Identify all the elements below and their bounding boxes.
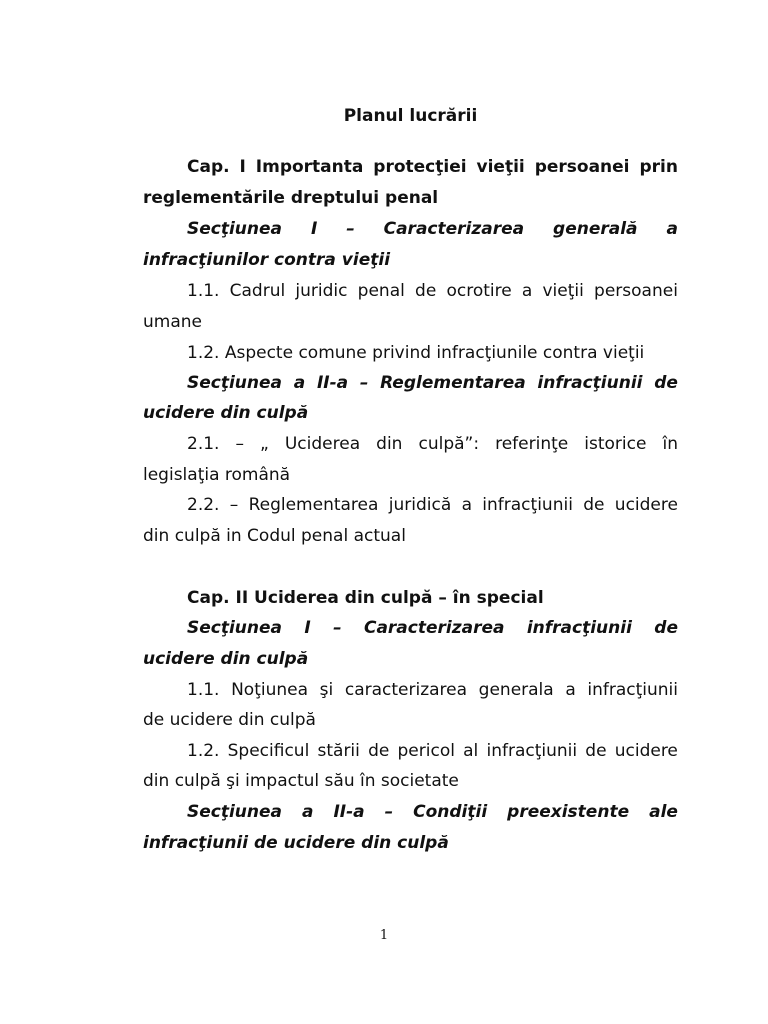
word: de bbox=[585, 741, 607, 761]
word: 1.1. bbox=[187, 281, 220, 301]
word: Importanta bbox=[255, 157, 364, 177]
word: protecţiei bbox=[373, 157, 467, 177]
word: umane bbox=[143, 312, 202, 332]
item-1-2-2-cont bbox=[143, 524, 678, 548]
word: Caracterizarea bbox=[363, 618, 505, 638]
chapter-1-heading bbox=[187, 155, 678, 179]
word: II-a bbox=[333, 802, 365, 822]
word: infracţiunii de ucidere din culpă bbox=[143, 833, 449, 853]
word: al bbox=[463, 741, 479, 761]
word: stării bbox=[317, 741, 360, 761]
word: – bbox=[235, 434, 244, 454]
item-2-1-1 bbox=[187, 678, 678, 702]
word: Cadrul bbox=[229, 281, 286, 301]
word: I bbox=[239, 157, 246, 177]
word: de bbox=[368, 741, 390, 761]
word: infracţiunii bbox=[587, 680, 678, 700]
word: pericol bbox=[397, 741, 455, 761]
word: culpă”: bbox=[418, 434, 480, 454]
section-1-1-heading bbox=[187, 217, 678, 241]
chapter-1-heading-cont bbox=[143, 186, 678, 210]
word: persoanei bbox=[534, 157, 630, 177]
item-2-1-2 bbox=[187, 739, 678, 763]
word: 1.2. bbox=[187, 741, 220, 761]
word: Cap. II Uciderea din culpă – în special bbox=[187, 588, 544, 608]
section-2-1-heading bbox=[187, 616, 678, 640]
word: juridic bbox=[295, 281, 348, 301]
word: ucidere bbox=[614, 495, 678, 515]
word: infracţiunilor contra vieţii bbox=[143, 250, 391, 270]
word: vieţii bbox=[476, 157, 525, 177]
word: de bbox=[654, 373, 678, 393]
word: a bbox=[666, 219, 678, 239]
word: „ bbox=[260, 434, 269, 454]
word: 1.1. bbox=[187, 680, 220, 700]
word: istorice bbox=[584, 434, 647, 454]
word: caracterizarea bbox=[344, 680, 468, 700]
word: Secţiunea bbox=[187, 373, 283, 393]
item-1-1-1 bbox=[187, 279, 678, 303]
word: prin bbox=[639, 157, 678, 177]
word: – bbox=[359, 373, 369, 393]
section-2-2-heading bbox=[187, 800, 678, 824]
word: infracţiunii bbox=[537, 373, 643, 393]
section-1-2-heading bbox=[187, 371, 678, 395]
section-2-1-heading-cont bbox=[143, 647, 678, 671]
item-1-2-1-cont bbox=[143, 463, 678, 487]
word: Reglementarea bbox=[248, 495, 379, 515]
word: legislaţia română bbox=[143, 465, 291, 485]
word: persoanei bbox=[594, 281, 678, 301]
word: I bbox=[310, 219, 318, 239]
item-2-1-1-cont bbox=[143, 708, 678, 732]
word: Uciderea bbox=[284, 434, 361, 454]
section-1-2-heading-cont bbox=[143, 401, 678, 425]
word: penal bbox=[357, 281, 405, 301]
item-1-2-2 bbox=[187, 493, 678, 517]
word: 1.2. Aspecte comune privind infracţiunile contra vieţii bbox=[187, 343, 645, 363]
word: infracţiunii bbox=[486, 741, 578, 761]
word: ucidere din culpă bbox=[143, 649, 309, 669]
word: în bbox=[662, 434, 678, 454]
word: II-a bbox=[316, 373, 349, 393]
word: Secţiunea bbox=[187, 219, 283, 239]
word: generala bbox=[478, 680, 554, 700]
word: ucidere bbox=[614, 741, 678, 761]
item-1-1-1-cont bbox=[143, 310, 678, 334]
word: ale bbox=[649, 802, 678, 822]
word: vieţii bbox=[542, 281, 584, 301]
word: preexistente bbox=[507, 802, 630, 822]
word: a bbox=[565, 680, 576, 700]
word: Condiţii bbox=[413, 802, 488, 822]
word: Secţiunea bbox=[187, 618, 283, 638]
section-2-2-heading-cont bbox=[143, 831, 678, 855]
word: – bbox=[333, 618, 342, 638]
word: de bbox=[583, 495, 605, 515]
word: a bbox=[461, 495, 472, 515]
word: juridică bbox=[388, 495, 452, 515]
word: de bbox=[415, 281, 437, 301]
word: – bbox=[229, 495, 239, 515]
chapter-2-heading bbox=[187, 586, 678, 610]
word: a bbox=[521, 281, 533, 301]
word: de ucidere din culpă bbox=[143, 710, 316, 730]
word: din culpă in Codul penal actual bbox=[143, 526, 406, 546]
word: Noţiunea bbox=[231, 680, 309, 700]
word: Caracterizarea bbox=[383, 219, 525, 239]
item-1-1-2 bbox=[187, 341, 678, 365]
page-title: Planul lucrării bbox=[343, 106, 478, 126]
word: reglementările dreptului penal bbox=[143, 188, 439, 208]
word: ocrotire bbox=[446, 281, 512, 301]
word: ucidere din culpă bbox=[143, 403, 309, 423]
word: referinţe bbox=[495, 434, 569, 454]
word: infracţiunii bbox=[482, 495, 573, 515]
word: – bbox=[384, 802, 394, 822]
word: din bbox=[376, 434, 403, 454]
word: infracţiunii bbox=[526, 618, 632, 638]
word: generală bbox=[553, 219, 638, 239]
word: a bbox=[293, 373, 306, 393]
word: Secţiunea bbox=[187, 802, 283, 822]
item-2-1-2-cont bbox=[143, 769, 678, 793]
item-1-2-1 bbox=[187, 432, 678, 456]
word: 2.2. bbox=[187, 495, 220, 515]
word: Reglementarea bbox=[380, 373, 526, 393]
word: I bbox=[304, 618, 311, 638]
word: de bbox=[654, 618, 678, 638]
word: Cap. bbox=[187, 157, 230, 177]
word: şi bbox=[319, 680, 334, 700]
word: 2.1. bbox=[187, 434, 220, 454]
section-1-1-heading-cont bbox=[143, 248, 678, 272]
word: a bbox=[302, 802, 314, 822]
word: – bbox=[346, 219, 355, 239]
word: din culpă şi impactul său în societate bbox=[143, 771, 459, 791]
page-number: 1 bbox=[379, 928, 389, 943]
word: Specificul bbox=[227, 741, 310, 761]
